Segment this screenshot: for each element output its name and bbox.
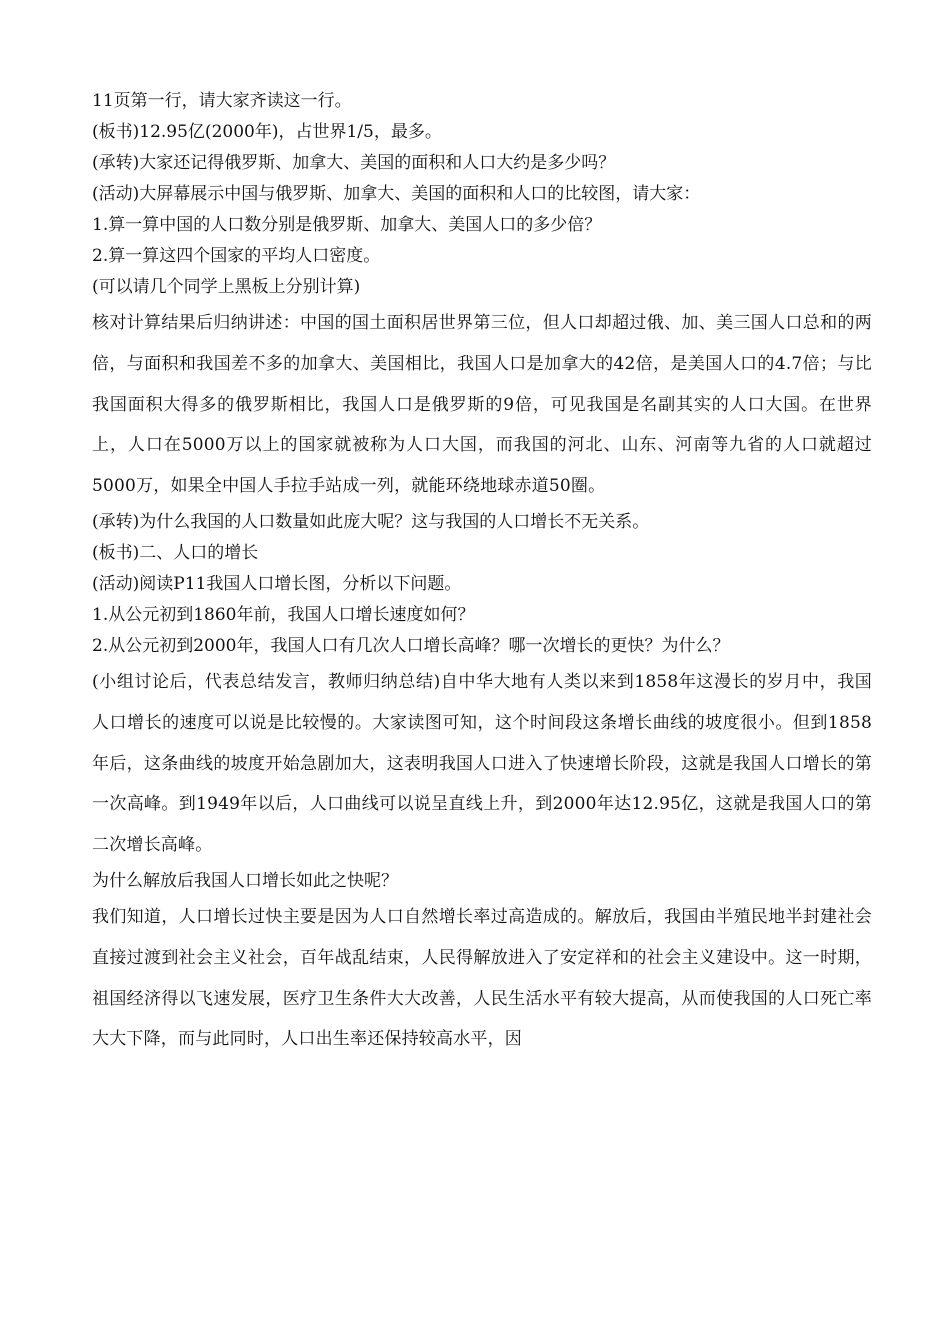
text-line: 2.从公元初到2000年，我国人口有几次人口增长高峰？哪一次增长的更快？为什么？: [92, 635, 730, 656]
text-line: 为什么解放后我国人口增长如此之快呢？: [92, 870, 398, 891]
text-line: 1.算一算中国的人口数分别是俄罗斯、加拿大、美国人口的多少倍？: [92, 215, 602, 235]
document-page: [92, 86, 872, 1060]
text-line: (活动)大屏幕展示中国与俄罗斯、加拿大、美国的面积和人口的比较图，请大家：: [92, 184, 701, 204]
text-line: (板书)二、人口的增长: [92, 542, 259, 563]
text-line: (活动)阅读P11我国人口增长图，分析以下问题。: [92, 573, 462, 594]
text-line: 1.从公元初到1860年前，我国人口增长速度如何？: [92, 604, 475, 625]
text-line: (承转)为什么我国的人口数量如此庞大呢？这与我国的人口增长不无关系。: [92, 511, 650, 532]
text-line: 2.算一算这四个国家的平均人口密度。: [92, 246, 381, 266]
paragraph-summary: 核对计算结果后归纳讲述：中国的国土面积居世界第三位，但人口却超过俄、加、美三国人口总和的两倍，与面积和我国差不多的加拿大、美国相比，我国人口是加拿大的42倍，是美国人口的4.7倍；与比我国面积大得多的俄罗斯相比，我国人口是俄罗斯的9倍，可见我国是名副其实的人口大国。在世界上，人口在5000万以上的国家就被称为人口大国，而我国的河北、山东、河南等九省的人口就超过5000万，如果全中国人手拉手站成一列，就能环绕地球赤道50圈。: [92, 313, 872, 497]
text-line: 11页第一行，请大家齐读这一行。: [92, 91, 352, 111]
text-line: (板书)12.95亿(2000年)，占世界1/5，最多。: [92, 122, 442, 142]
paragraph-explanation: 我们知道，人口增长过快主要是因为人口自然增长率过高造成的。解放后，我国由半殖民地半封建社会直接过渡到社会主义社会，百年战乱结束，人民得解放进入了安定祥和的社会主义建设中。这一时期，祖国经济得以飞速发展，医疗卫生条件大大改善，人民生活水平有较大提高，从而使我国的人口死亡率大大下降，而与此同时，人口出生率还保持较高水平，因: [92, 906, 872, 1050]
text-line: (承转)大家还记得俄罗斯、加拿大、美国的面积和人口大约是多少吗？: [92, 153, 616, 173]
text-line: (可以请几个同学上黑板上分别计算): [92, 277, 361, 297]
paragraph-discussion: (小组讨论后，代表总结发言，教师归纳总结)自中华大地有人类以来到1858年这漫长的岁月中，我国人口增长的速度可以说是比较慢的。大家读图可知，这个时间段这条增长曲线的坡度很小。但到1858年后，这条曲线的坡度开始急剧加大，这表明我国人口进入了快速增长阶段，这就是我国人口增长的第一次高峰。到1949年以后，人口曲线可以说呈直线上升，到2000年达12.95亿，这就是我国人口的第二次增长高峰。: [92, 671, 872, 856]
